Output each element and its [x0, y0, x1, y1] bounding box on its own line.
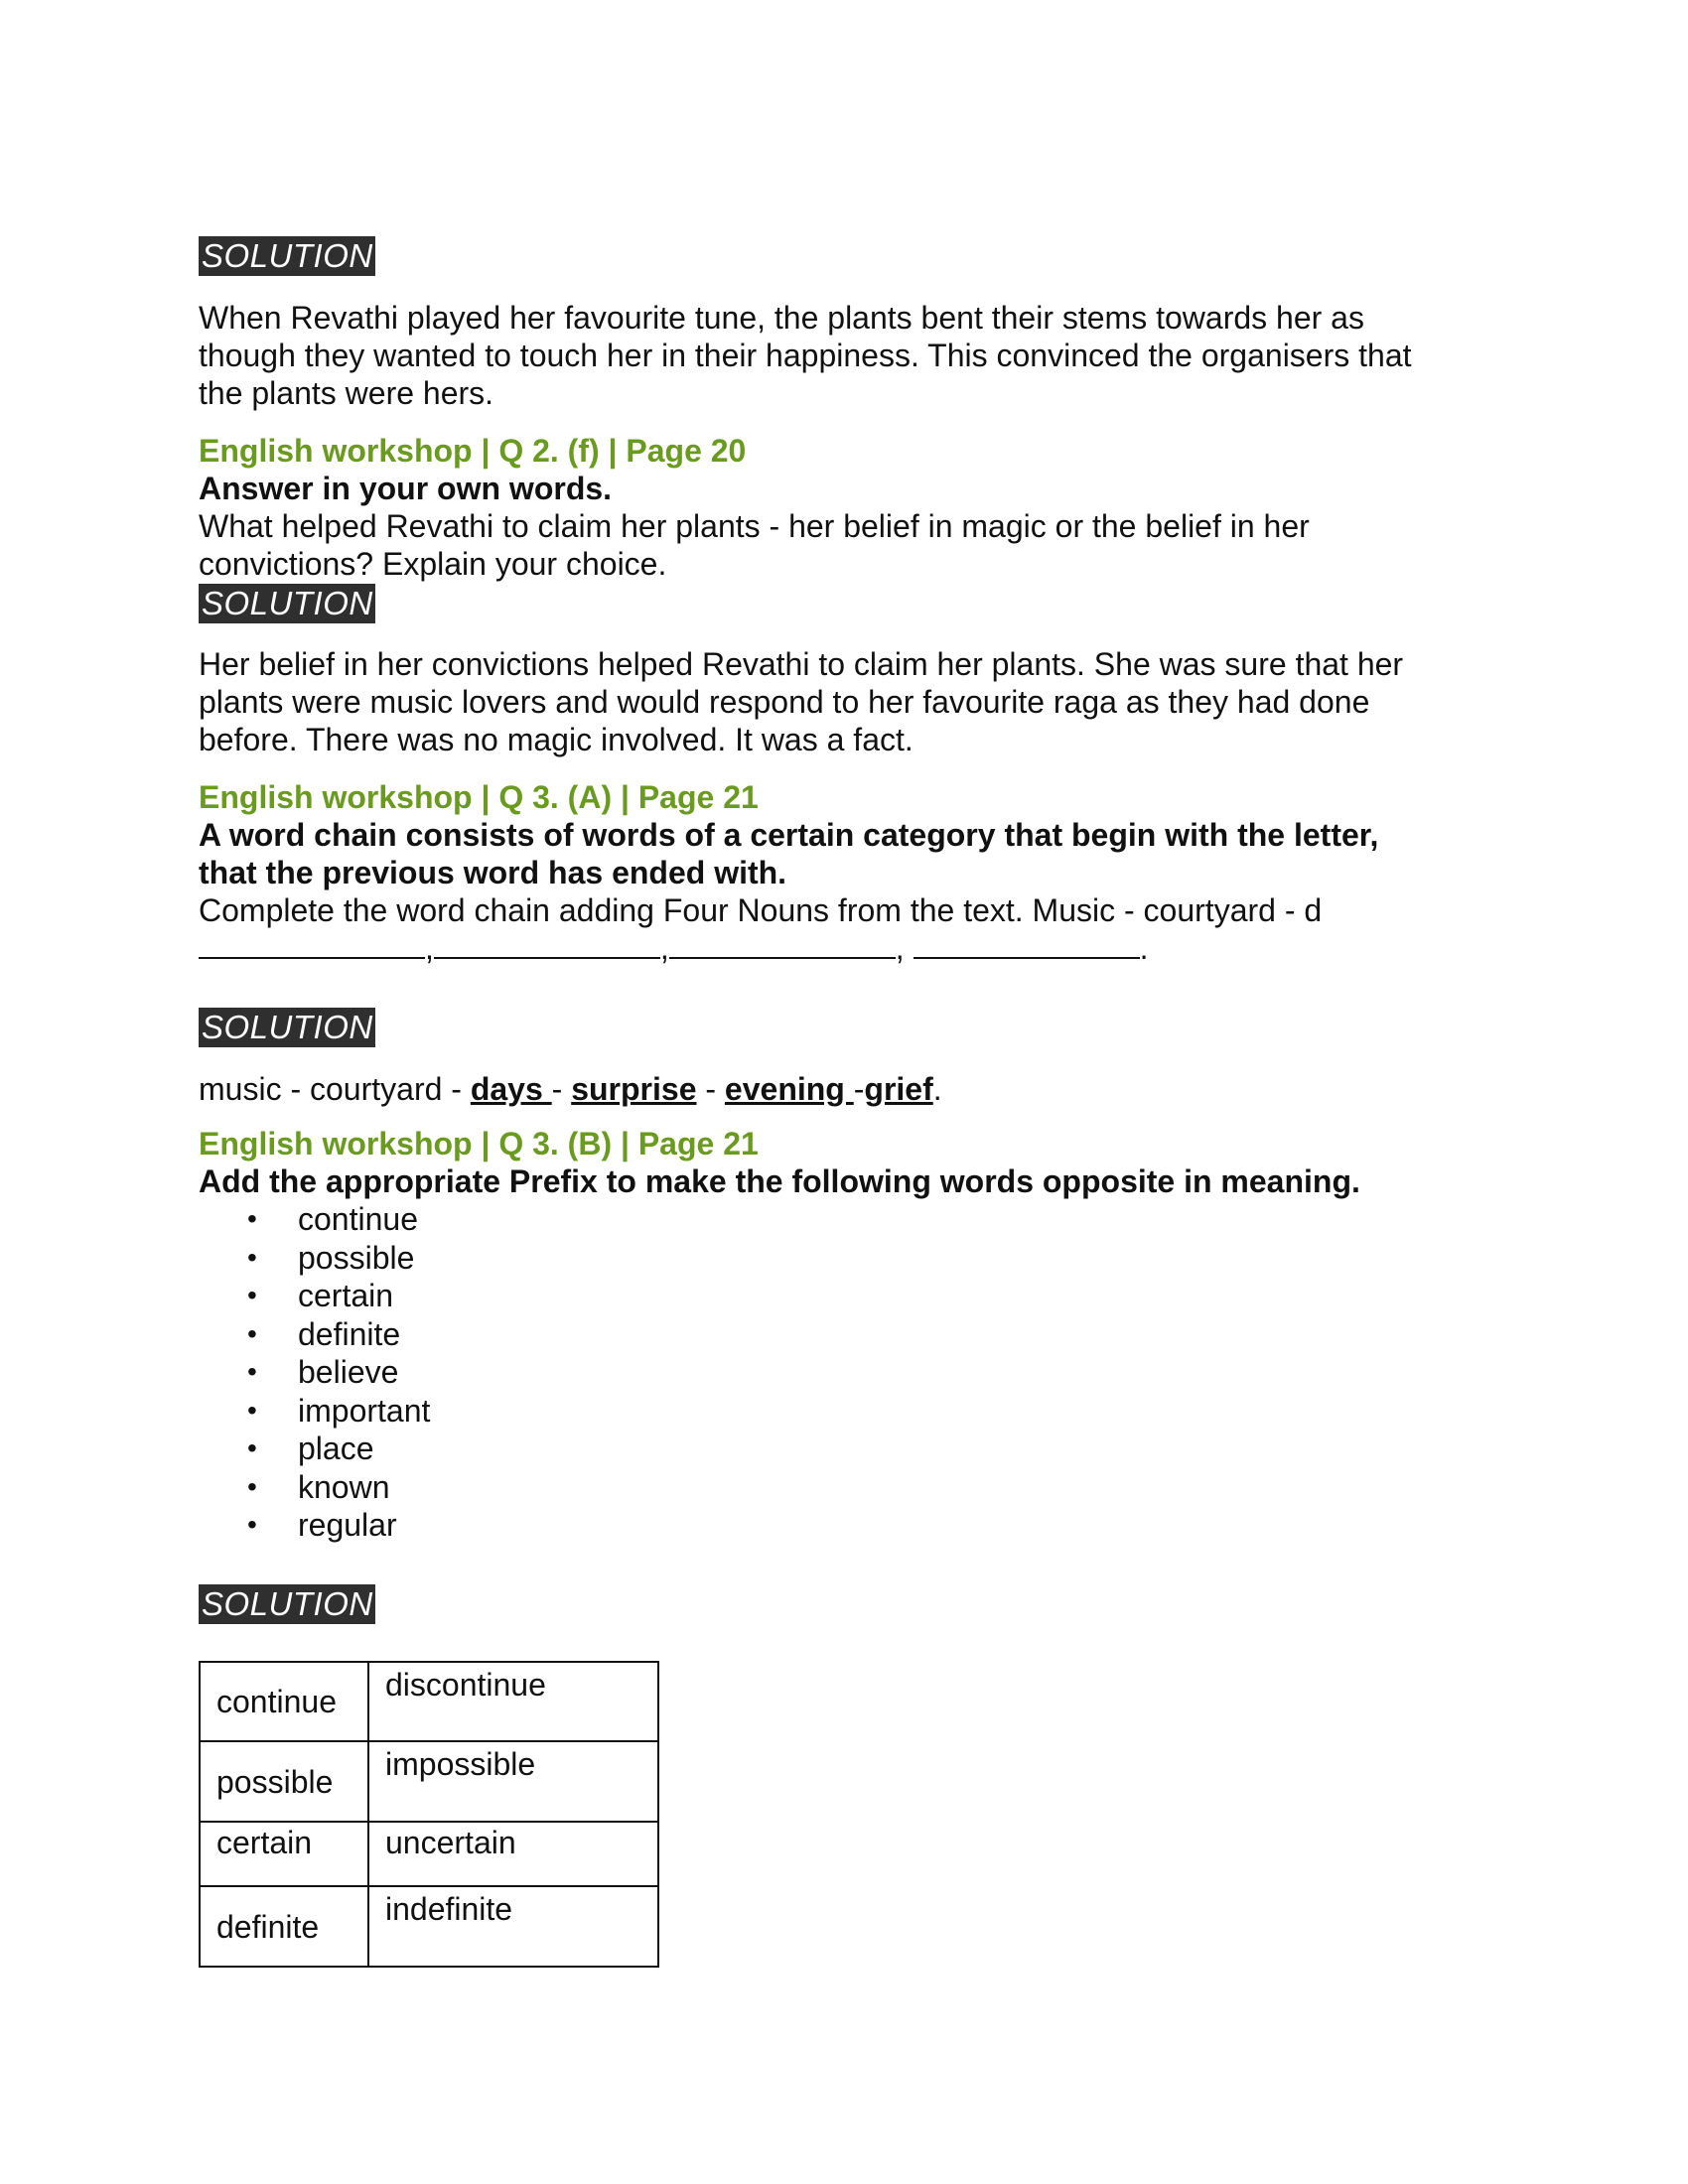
- chain-separator: -: [696, 1071, 725, 1107]
- table-cell-answer: [368, 1741, 658, 1822]
- solution-text-1: [199, 299, 1412, 412]
- cell-text: discontinue: [385, 1667, 546, 1703]
- blank-separator: ,: [659, 930, 669, 966]
- cell-text: impossible: [385, 1746, 536, 1782]
- cell-text: certain: [216, 1825, 313, 1860]
- list-item: • certain: [298, 1277, 1360, 1315]
- list-item: • important: [298, 1392, 1360, 1431]
- blank-line: [434, 935, 660, 959]
- chain-separator: -: [853, 1071, 865, 1107]
- question-block-2: [199, 432, 1310, 583]
- blank-separator: ,: [425, 930, 434, 966]
- list-item: • possible: [298, 1239, 1360, 1278]
- table-cell-word: [200, 1662, 368, 1741]
- question-instruction: Add the appropriate Prefix to make the following words opposite in meaning.: [199, 1163, 1360, 1199]
- chain-prefix: music - courtyard -: [199, 1071, 471, 1107]
- blank-separator: .: [1139, 930, 1149, 966]
- table-row: [200, 1822, 658, 1886]
- word-list: [199, 1200, 1360, 1545]
- table-cell-word: [200, 1822, 368, 1886]
- chain-word: surprise: [571, 1071, 697, 1107]
- question-heading: English workshop | Q 2. (f) | Page 20: [199, 433, 747, 469]
- solution-text-2: [199, 645, 1403, 758]
- question-instruction-line: A word chain consists of words of a certain category that begin with the letter,: [199, 817, 1379, 853]
- question-heading: English workshop | Q 3. (A) | Page 21: [199, 779, 759, 815]
- question-text-line: What helped Revathi to claim her plants - her belief in magic or the belief in her: [199, 508, 1310, 544]
- text-line: When Revathi played her favourite tune, the plants bent their stems towards her as: [199, 300, 1364, 336]
- table-row: [200, 1741, 658, 1822]
- list-item: • place: [298, 1430, 1360, 1468]
- solution-label: SOLUTION: [199, 236, 375, 276]
- chain-separator: .: [932, 1071, 942, 1107]
- chain-word: evening: [724, 1071, 854, 1107]
- table-cell-answer: [368, 1822, 658, 1886]
- list-item: • continue: [298, 1200, 1360, 1239]
- solution-text-3: [199, 1070, 942, 1108]
- table-cell-answer: [368, 1886, 658, 1967]
- chain-word: grief: [864, 1071, 933, 1107]
- table-cell-answer: [368, 1662, 658, 1741]
- cell-text: possible: [216, 1763, 334, 1800]
- solution-block-2: [199, 584, 375, 623]
- question-text-line: convictions? Explain your choice.: [199, 546, 667, 582]
- list-item: • known: [298, 1468, 1360, 1507]
- question-block-4: [199, 1125, 1360, 1545]
- solution-label: SOLUTION: [199, 584, 375, 623]
- chain-word: days: [470, 1071, 552, 1107]
- cell-text: uncertain: [385, 1825, 516, 1860]
- solution-block-1: [199, 236, 375, 276]
- solution-label: SOLUTION: [199, 1008, 375, 1047]
- question-block-3: [199, 778, 1378, 967]
- answer-table-wrapper: [199, 1661, 659, 1968]
- cell-text: definite: [216, 1908, 320, 1945]
- answer-blanks: [199, 929, 1378, 967]
- text-line: the plants were hers.: [199, 375, 494, 411]
- chain-separator: -: [551, 1071, 572, 1107]
- table-row: [200, 1662, 658, 1741]
- blank-line: [669, 935, 896, 959]
- text-line: before. There was no magic involved. It was a fact.: [199, 722, 914, 757]
- solution-label: SOLUTION: [199, 1584, 375, 1624]
- text-line: though they wanted to touch her in their happiness. This convinced the organisers that: [199, 338, 1412, 373]
- list-item: • definite: [298, 1315, 1360, 1354]
- question-instruction: Answer in your own words.: [199, 471, 613, 506]
- text-line: Her belief in her convictions helped Revathi to claim her plants. She was sure that her: [199, 646, 1404, 682]
- text-line: plants were music lovers and would respond to her favourite raga as they had done: [199, 684, 1370, 720]
- cell-text: continue: [216, 1684, 337, 1719]
- question-heading: English workshop | Q 3. (B) | Page 21: [199, 1126, 759, 1161]
- table-row: [200, 1886, 658, 1967]
- solution-block-4: [199, 1584, 375, 1624]
- word-chain-answer: [199, 1070, 942, 1108]
- blank-line: [199, 935, 425, 959]
- cell-text: indefinite: [385, 1891, 513, 1927]
- answer-table: [199, 1661, 659, 1968]
- blank-separator: ,: [895, 930, 905, 966]
- question-instruction-line: that the previous word has ended with.: [199, 855, 787, 890]
- table-cell-word: [200, 1741, 368, 1822]
- solution-block-3: [199, 1008, 375, 1047]
- table-cell-word: [200, 1886, 368, 1967]
- list-item: • regular: [298, 1506, 1360, 1545]
- list-item: • believe: [298, 1353, 1360, 1392]
- blank-line: [914, 935, 1140, 959]
- question-text: Complete the word chain adding Four Nouns from the text. Music - courtyard - d: [199, 892, 1323, 928]
